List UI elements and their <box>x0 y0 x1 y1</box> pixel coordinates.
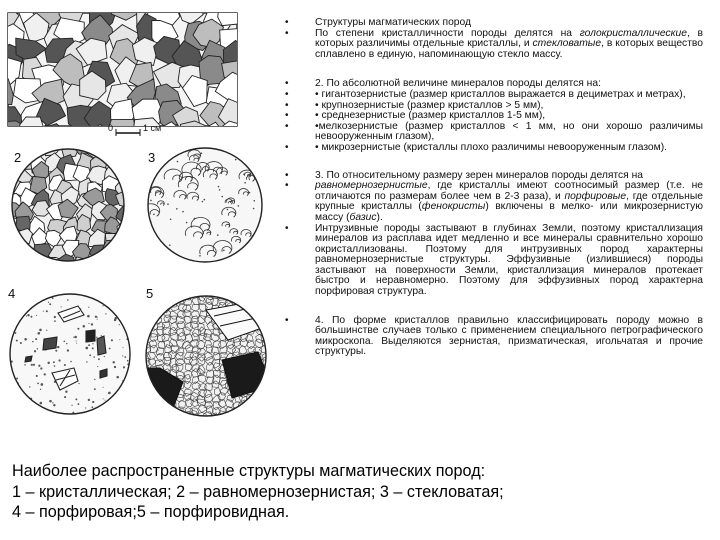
figure-caption <box>12 461 712 523</box>
size-medium: • • среднезернистые (размер кристаллов 1-5 мм), <box>285 111 703 122</box>
caption-line-1: Наиболее распространенные структуры магматических пород: <box>12 462 486 480</box>
text-column <box>285 18 703 358</box>
figure-4-porphyritic <box>9 294 130 415</box>
figure-3-label: 3 <box>148 150 156 165</box>
size-fine: • •мелкозернистые (размер кристаллов < 1 мм, но они хорошо различимы невооруженным глазом), <box>285 122 703 143</box>
rock-structure-figures <box>0 0 290 450</box>
intrusive-paragraph: • Интрузивные породы застывают в глубинах Земли, поэтому кристаллизация минералов из расплава идет медленно и все минералы сравнительно хорошо окристаллизованы. Поэтому для интрузивных пород характерны равномернозернистые структуры. Эффузивные (излившиеся) породы застывают на поверхности Земли, кристаллизация минералов протекает быстро и неравномерно. Поэтому для эффузивных пород характерна порфировая структура. <box>285 224 703 298</box>
figure-3-glassy <box>142 148 268 262</box>
scale-one-label: 1 см <box>143 123 162 133</box>
figure-2-label: 2 <box>14 150 22 165</box>
caption-line-2: 1 – кристаллическая; 2 – равномернозернистая; 3 – стекловатая; <box>12 482 504 501</box>
figure-5-label: 5 <box>146 286 154 301</box>
size-giant: • • гигантозернистые (размер кристаллов выражается в дециметрах и метрах), <box>285 90 703 101</box>
caption-line-3: 4 – порфировая;5 – порфировидная. <box>12 503 290 521</box>
relative-size-paragraph: • равномернозернистые, где кристаллы имеют соотносимый размер (т.е. не отличаются по размерам более чем в 2-3 раза), и порфировые, где отдельные крупные кристаллы (фенокристы) включены в мелко- или микрозернистую массу (базис). <box>285 181 703 223</box>
size-coarse: • • крупнозернистые (размер кристаллов > 5 мм), <box>285 101 703 112</box>
intro-paragraph: • По степени кристалличности породы делятся на голокристаллические, в которых различимы отдельные кристаллы, и стекловатые, в которых вещество сплавлено в единую, напоминающую стекло массу. <box>285 29 703 61</box>
intro-title: • Структуры магматических пород <box>285 18 703 29</box>
relative-size-title: • 3. По относительному размеру зерен минералов породы делятся на <box>285 171 703 182</box>
size-micro: • • микрозернистые (кристаллы плохо различимы невооруженным глазом). <box>285 143 703 154</box>
scale-zero-label: 0 <box>107 123 113 133</box>
crystal-shape-paragraph: • 4. По форме кристаллов правильно классифицировать породу можно в большинстве случаев только с применением специального петрографического микроскопа. Выделяются зернистая, призматическая, игольчатая и прочие структуры. <box>285 316 703 358</box>
figure-4-label: 4 <box>8 286 16 301</box>
absolute-size-title: • 2. По абсолютной величине минералов породы делятся на: <box>285 79 703 90</box>
figure-5-porphyroid <box>140 290 272 422</box>
